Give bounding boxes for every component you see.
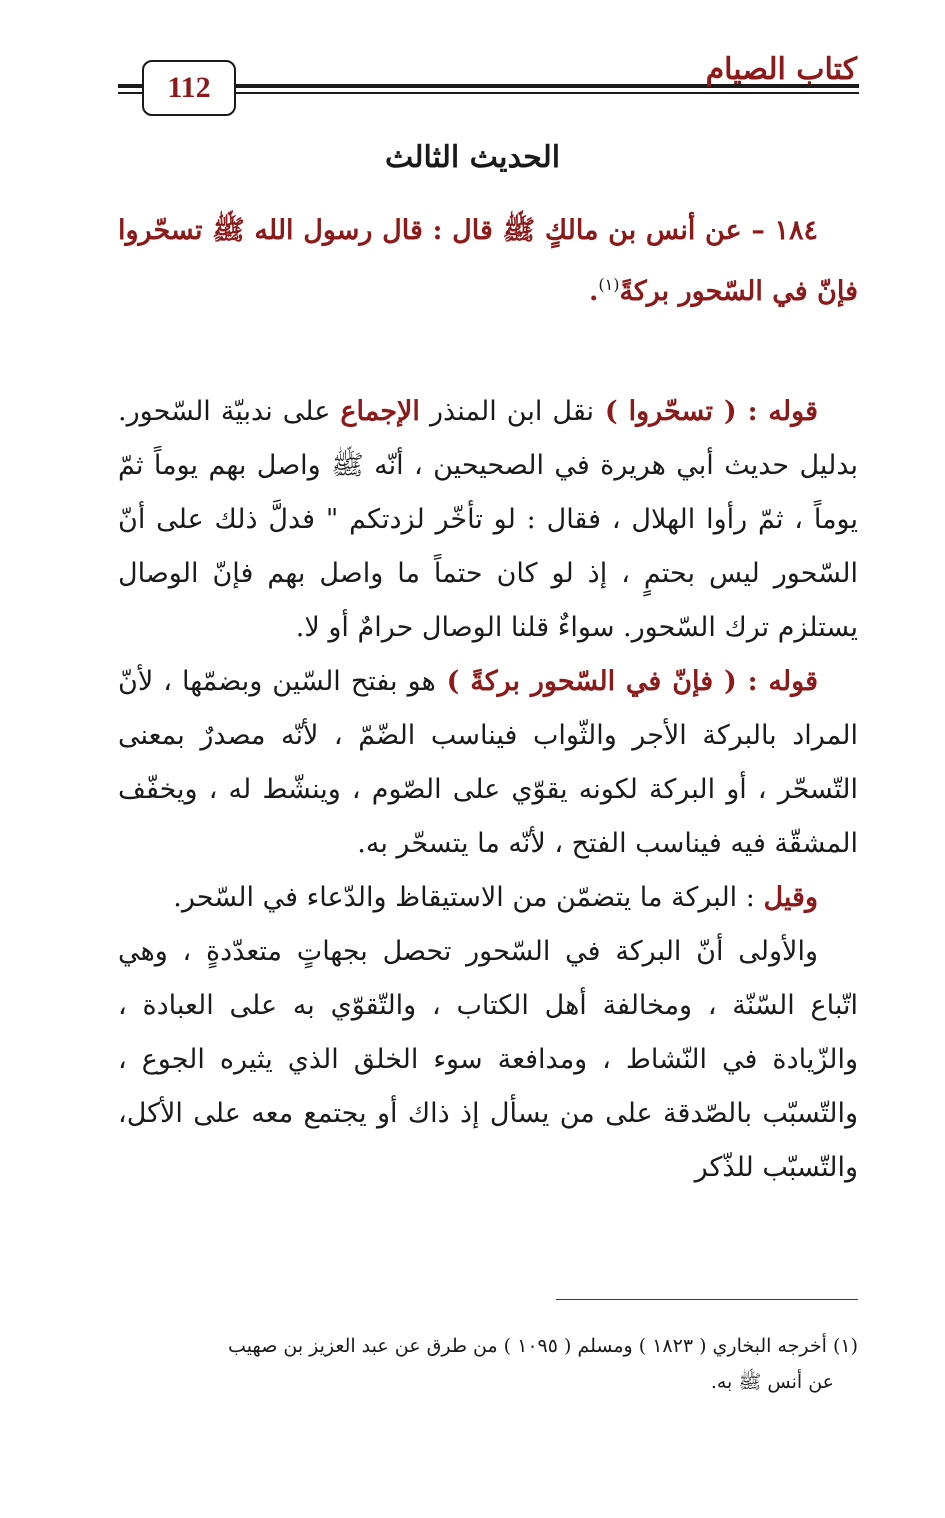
paragraph xyxy=(118,385,858,655)
header-rule-left xyxy=(118,84,144,88)
paragraph-text: نقل ابن المنذر xyxy=(419,396,595,427)
page-header xyxy=(0,0,945,130)
footnote-line: (١) أخرجه البخاري ( ١٨٢٣ ) ومسلم ( ١٠٩٥ ) من طرق عن عبد العزيز بن صهيب xyxy=(228,1335,858,1357)
footnote xyxy=(118,1328,858,1400)
footnote-line: عن أنس ﷺ به. xyxy=(710,1371,834,1393)
paragraph-text: : البركة ما يتضمّن من الاستيقاظ والدّعاء في السّحر. xyxy=(173,882,764,913)
lead-phrase: قوله : ( فإنّ في السّحور بركةً ) xyxy=(435,666,818,697)
paragraph xyxy=(118,871,858,925)
paragraph xyxy=(118,655,858,871)
header-rule-right-thin xyxy=(234,92,859,94)
hadith-end: . xyxy=(588,276,599,307)
paragraph xyxy=(118,925,858,1195)
commentary xyxy=(118,385,858,1195)
hadith-body: ١٨٤ – عن أنس بن مالكٍ ﷺ قال : قال رسول الله ﷺ تسحّروا فإنّ في السّحور بركةً xyxy=(118,215,858,307)
highlight-word: الإجماع xyxy=(340,396,420,427)
section-title: الحديث الثالث xyxy=(384,140,561,175)
paragraph-text: هو بفتح السّين وبضمّها ، لأنّ المراد بالبركة الأجر والثّواب فيناسب الضّمّ ، لأنّه مصدرٌ بمعنى التّسحّر ، أو البركة لكونه يقوّي على الصّوم ، وينشّط له ، ويخفّف المشقّة فيه فيناسب الفتح ، لأنّه ما يتسحّر به. xyxy=(118,666,858,859)
footnote-marker: (١) xyxy=(598,275,620,294)
footnote-separator xyxy=(556,1299,858,1300)
header-rule-left-thin xyxy=(118,92,144,94)
paragraph-text: على ندبيّة السّحور. بدليل حديث أبي هريرة في الصحيحين ، أنّه ﷺ واصل بهم يوماً ثمّ يوماً ، ثمّ رأوا الهلال ، فقال : لو تأخّر لزدتكم " فدلَّ ذلك على أنّ السّحور ليس بحتمٍ ، إذ لو كان حتماً ما واصل بهم فإنّ الوصال يستلزم ترك السّحور. سواءٌ قلنا الوصال حرامٌ أو لا. xyxy=(118,396,858,643)
book-title: كتاب الصيام xyxy=(705,52,857,87)
hadith-text xyxy=(118,204,858,319)
lead-phrase: قوله : ( تسحّروا ) xyxy=(594,396,818,427)
paragraph-text: والأولى أنّ البركة في السّحور تحصل بجهاتٍ متعدّدةٍ ، وهي اتّباع السّنّة ، ومخالفة أهل الكتاب ، والتّقوّي به على العبادة ، والزّيادة في النّشاط ، ومدافعة سوء الخلق الذي يثيره الجوع ، والتّسبّب بالصّدقة على من يسأل إذ ذاك أو يجتمع معه على الأكل، والتّسبّب للذّكر xyxy=(118,936,858,1183)
lead-phrase: وقيل xyxy=(763,882,818,913)
page-number: 112 xyxy=(142,60,236,116)
